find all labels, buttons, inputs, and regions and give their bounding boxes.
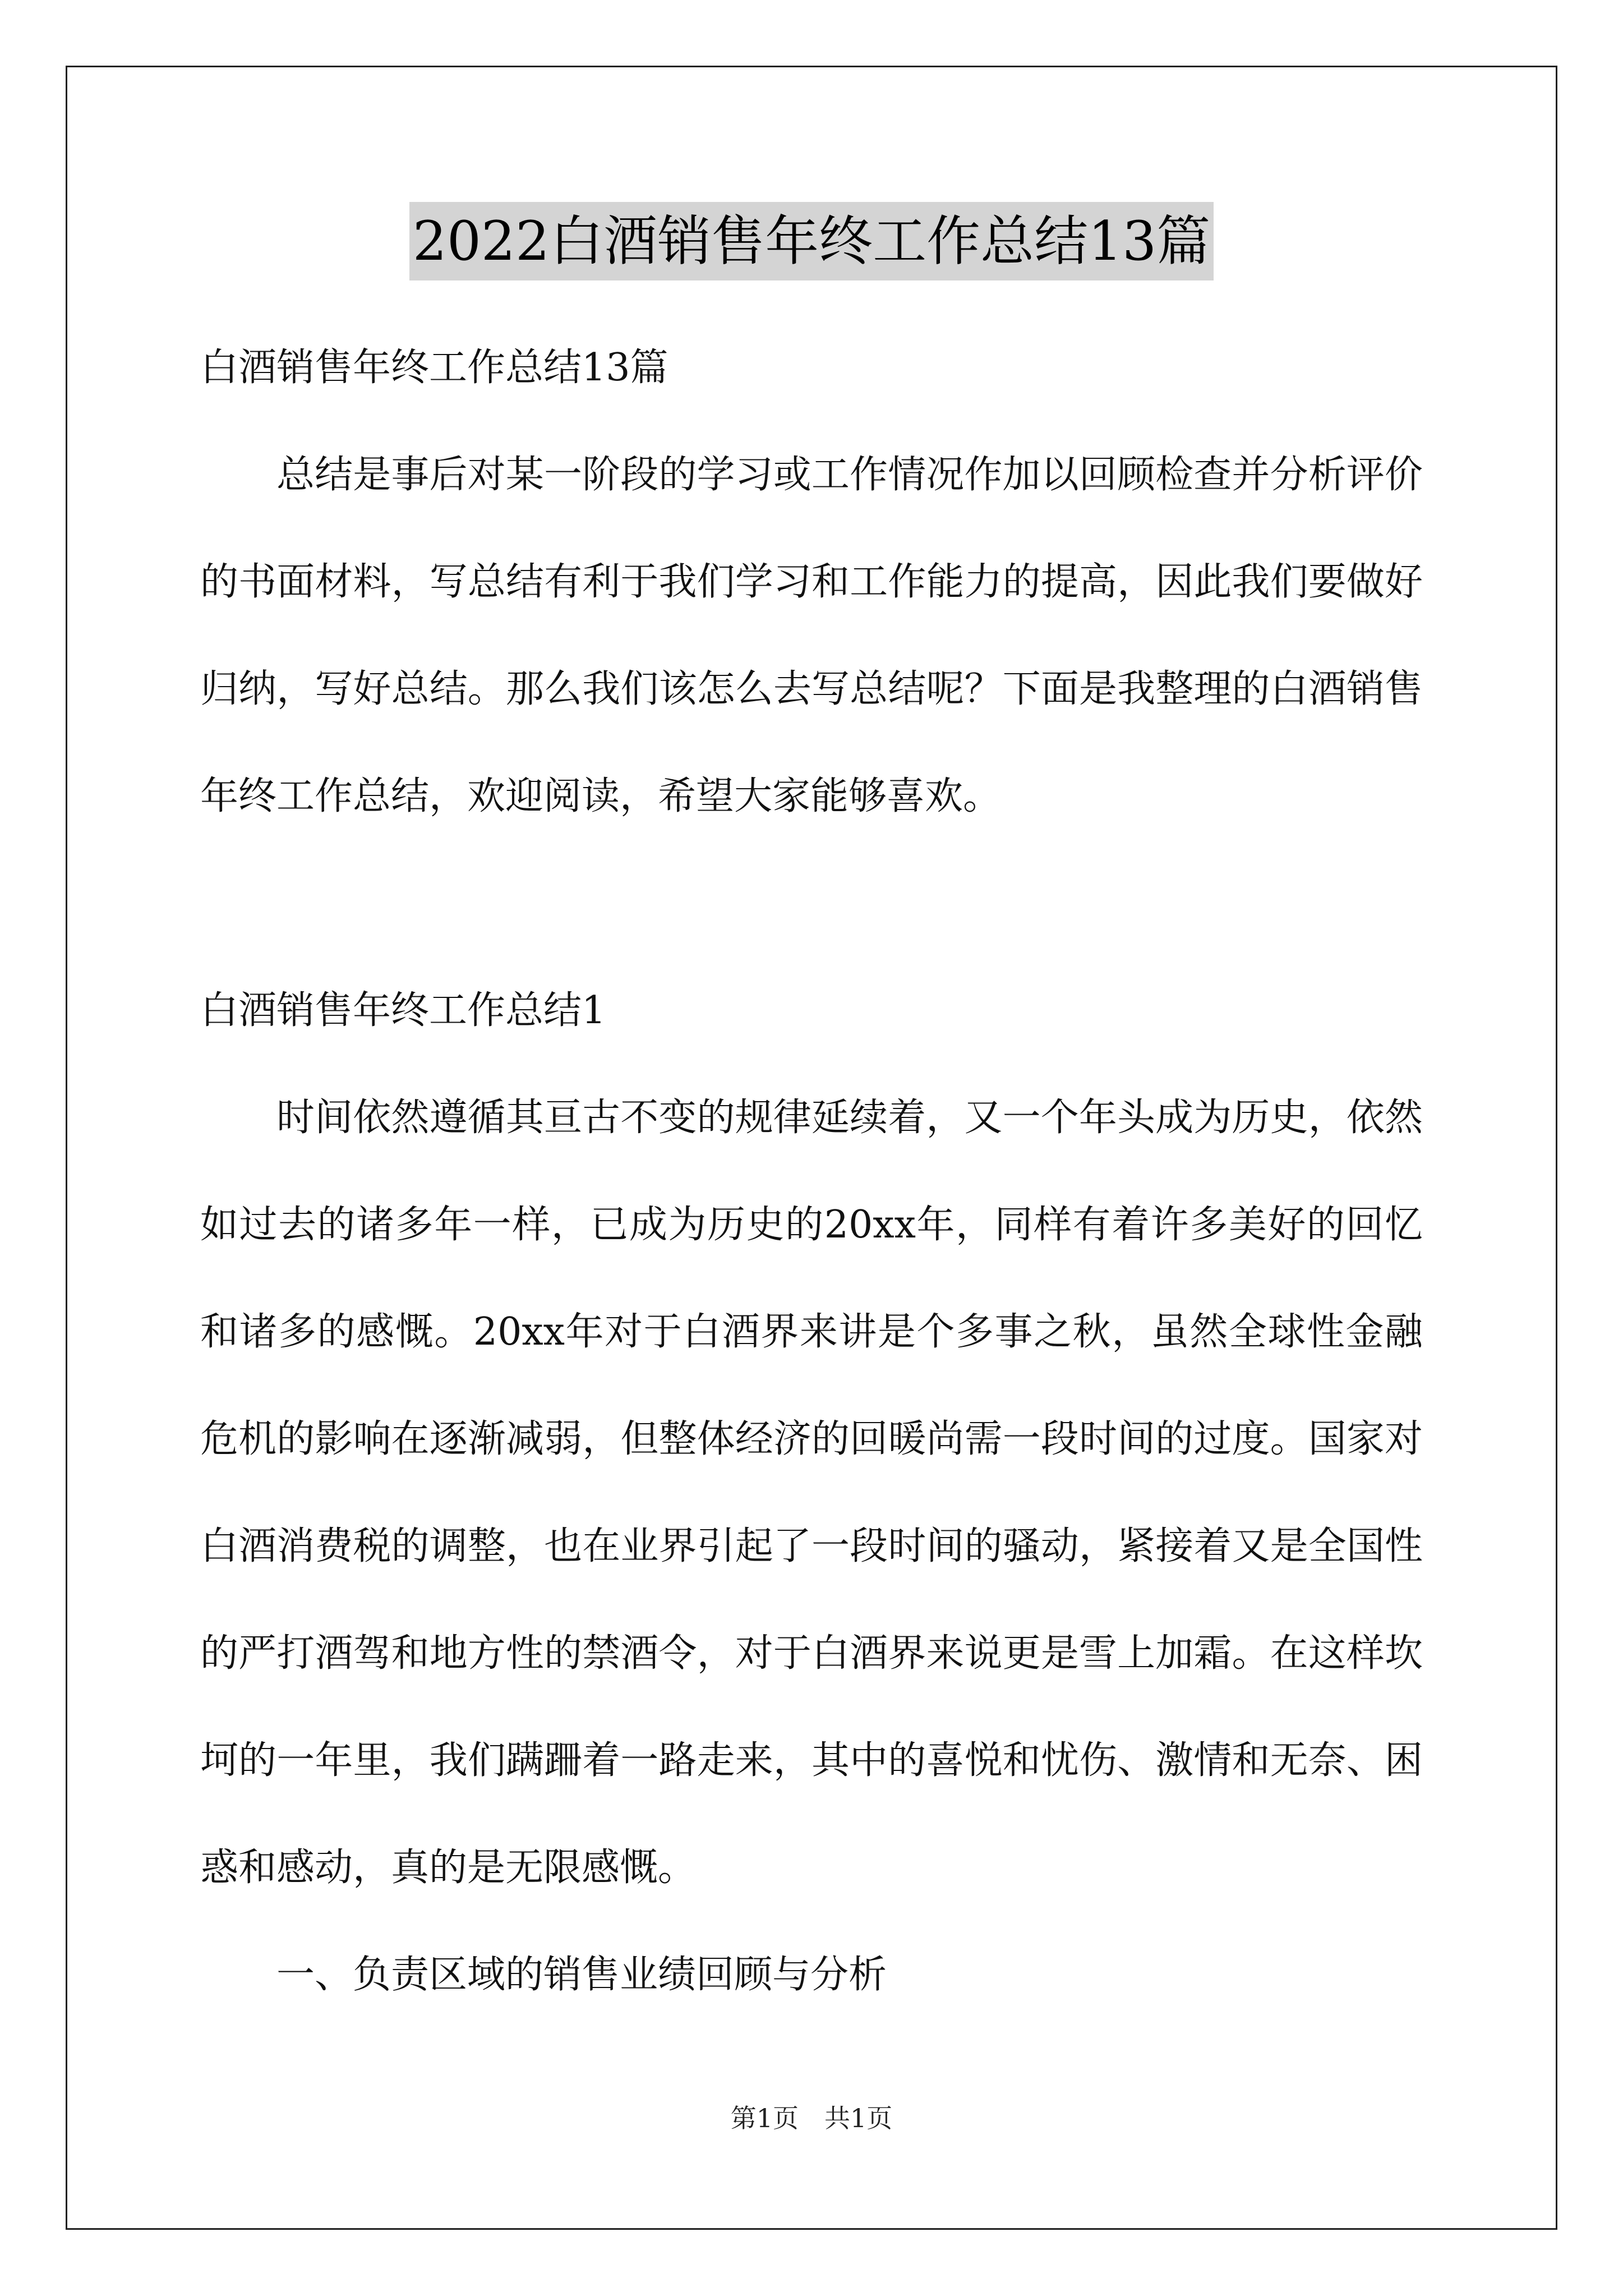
section-heading: 白酒销售年终工作总结1	[200, 988, 606, 1033]
document-title: 2022白酒销售年终工作总结13篇	[409, 202, 1214, 280]
page-number-total: 共1页	[824, 2103, 893, 2133]
intro-paragraph: 总结是事后对某一阶段的学习或工作情况作加以回顾检查并分析评价的书面材料，写总结有利于我们学习和工作能力的提高，因此我们要做好归纳，写好总结。那么我们该怎么去写总结呢？下面是我整理的白酒销售年终工作总结，欢迎阅读，希望大家能够喜欢。	[200, 453, 1423, 818]
page-footer	[0, 2098, 1623, 2135]
page-number-current: 第1页	[730, 2103, 799, 2133]
subsection-heading: 一、负责区域的销售业绩回顾与分析	[276, 1953, 887, 1997]
document-body	[200, 314, 1423, 2028]
section-paragraph: 时间依然遵循其亘古不变的规律延续着，又一个年头成为历史，依然如过去的诸多年一样，已成为历史的20xx年，同样有着许多美好的回忆和诸多的感慨。20xx年对于白酒界来讲是个多事之秋，虽然全球性金融危机的影响在逐渐减弱，但整体经济的回暖尚需一段时间的过度。国家对白酒消费税的调整，也在业界引起了一段时间的骚动，紧接着又是全国性的严打酒驾和地方性的禁酒令，对于白酒界来说更是雪上加霜。在这样坎坷的一年里，我们蹒跚着一路走来，其中的喜悦和忧伤、激情和无奈、困惑和感动，真的是无限感慨。	[200, 1096, 1423, 1890]
document-subtitle: 白酒销售年终工作总结13篇	[200, 346, 668, 390]
paragraph-spacer	[200, 850, 1423, 957]
document-title-container	[0, 202, 1623, 280]
